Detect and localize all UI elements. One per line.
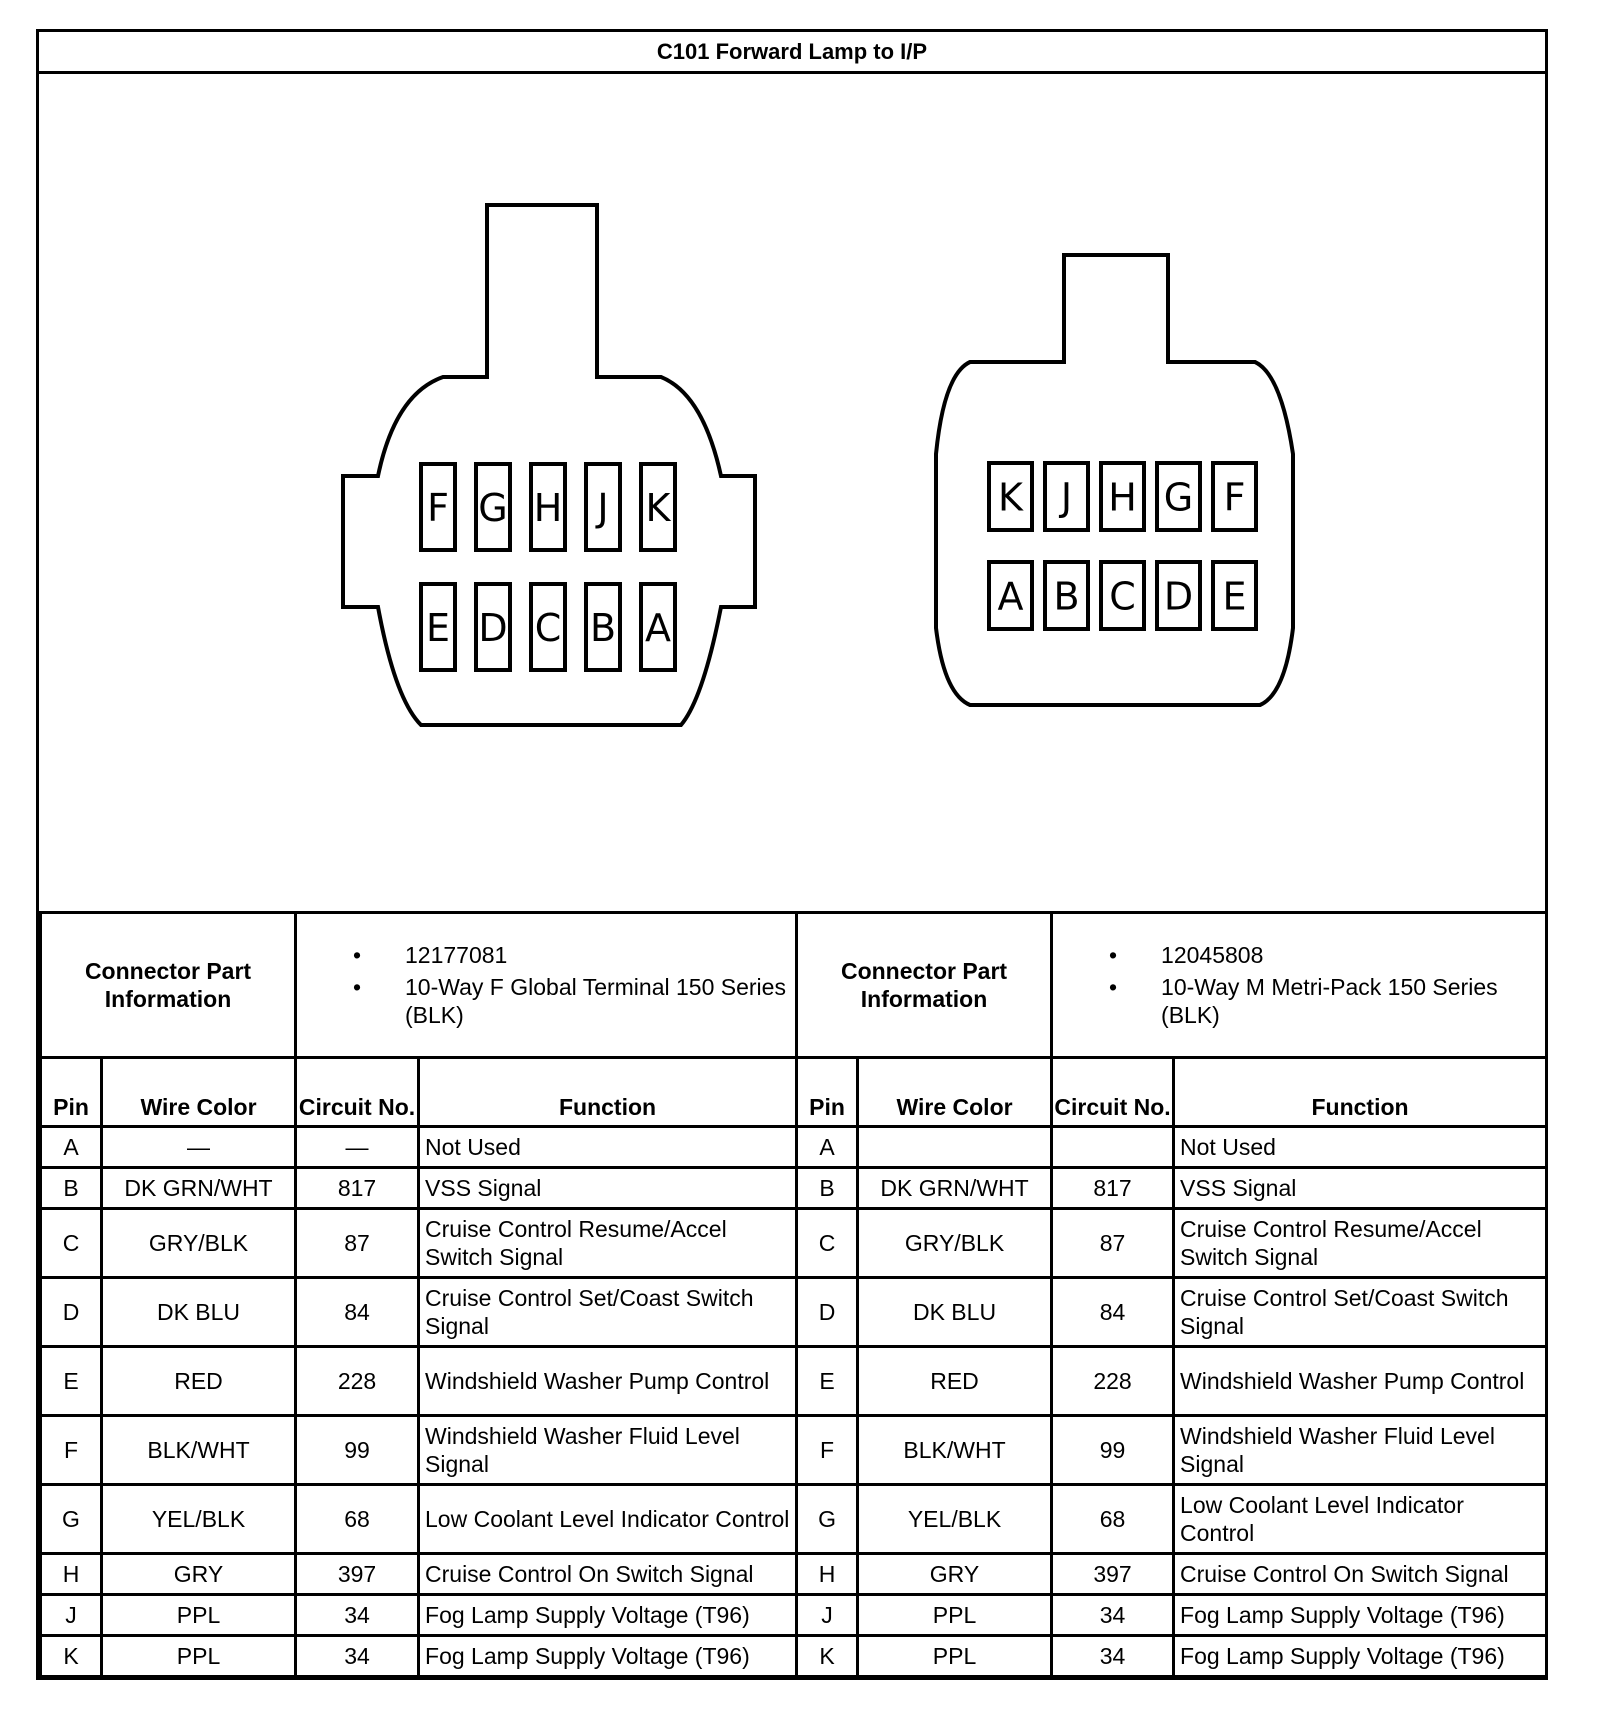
circuit-cell: 397 <box>1052 1554 1174 1595</box>
pin-cell: H <box>797 1554 858 1595</box>
pin-cell: B <box>41 1168 102 1209</box>
wire-color-cell: DK GRN/WHT <box>102 1168 296 1209</box>
circuit-cell <box>1052 1127 1174 1168</box>
header-pin-right: Pin <box>797 1058 858 1127</box>
circuit-cell: 817 <box>296 1168 419 1209</box>
male-pin-label: D <box>1163 574 1194 619</box>
header-circuit-right: Circuit No. <box>1052 1058 1174 1127</box>
pin-cell: H <box>41 1554 102 1595</box>
part-description-right: • 10-Way M Metri-Pack 150 Series (BLK) <box>1161 971 1545 1031</box>
circuit-cell: 817 <box>1052 1168 1174 1209</box>
header-function-right: Function <box>1174 1058 1547 1127</box>
pin-rows <box>41 1127 1547 1677</box>
circuit-cell: 68 <box>1052 1485 1174 1554</box>
wire-color-cell: YEL/BLK <box>858 1485 1052 1554</box>
table-row <box>41 1554 1547 1595</box>
male-pin-label: F <box>1223 475 1246 520</box>
function-cell: Low Coolant Level Indicator Control <box>419 1485 797 1554</box>
wire-color-cell: PPL <box>102 1595 296 1636</box>
table-row <box>41 1485 1547 1554</box>
circuit-cell: 87 <box>1052 1209 1174 1278</box>
wire-color-cell: DK GRN/WHT <box>858 1168 1052 1209</box>
female-pin-label: K <box>645 486 671 530</box>
function-cell: Not Used <box>419 1127 797 1168</box>
pin-cell: C <box>41 1209 102 1278</box>
pin-cell: J <box>797 1595 858 1636</box>
wire-color-cell: GRY/BLK <box>102 1209 296 1278</box>
wire-color-cell: GRY <box>102 1554 296 1595</box>
female-pin-label: F <box>427 486 449 530</box>
circuit-cell: 99 <box>296 1416 419 1485</box>
table-row <box>41 1595 1547 1636</box>
pin-cell: F <box>797 1416 858 1485</box>
pin-cell: A <box>41 1127 102 1168</box>
circuit-cell: 99 <box>1052 1416 1174 1485</box>
male-pin-label: H <box>1108 475 1137 520</box>
pinout-table <box>39 911 1548 1678</box>
female-pin-label: A <box>645 606 671 650</box>
table-row <box>41 1278 1547 1347</box>
male-pin-label: K <box>998 475 1023 520</box>
circuit-cell: 34 <box>296 1636 419 1677</box>
wire-color-cell: RED <box>858 1347 1052 1416</box>
part-number-left: • 12177081 <box>405 939 795 971</box>
female-pin-label: G <box>478 486 508 530</box>
connector-part-info-right <box>1052 913 1547 1058</box>
pin-cell: B <box>797 1168 858 1209</box>
function-cell: VSS Signal <box>1174 1168 1547 1209</box>
pin-cell: K <box>41 1636 102 1677</box>
male-pin-label: C <box>1109 574 1136 619</box>
function-cell: Not Used <box>1174 1127 1547 1168</box>
male-pin-grid <box>989 463 1256 629</box>
part-description-left: • 10-Way F Global Terminal 150 Series (BLK) <box>405 971 795 1031</box>
pin-cell: K <box>797 1636 858 1677</box>
table-row <box>41 1209 1547 1278</box>
pin-cell: D <box>41 1278 102 1347</box>
function-cell: Fog Lamp Supply Voltage (T96) <box>419 1595 797 1636</box>
pin-cell: F <box>41 1416 102 1485</box>
wire-color-cell: GRY/BLK <box>858 1209 1052 1278</box>
female-pin-grid <box>421 464 675 670</box>
circuit-cell: 397 <box>296 1554 419 1595</box>
female-pin-label: D <box>478 606 508 650</box>
wire-color-cell: PPL <box>858 1595 1052 1636</box>
function-cell: Cruise Control Resume/Accel Switch Signal <box>419 1209 797 1278</box>
female-pin-label: J <box>597 486 609 530</box>
female-pin-label: H <box>533 486 563 530</box>
table-row <box>41 1168 1547 1209</box>
pin-cell: A <box>797 1127 858 1168</box>
female-pin-label: C <box>534 606 562 650</box>
connector-info-row <box>41 913 1547 1058</box>
header-circuit-left: Circuit No. <box>296 1058 419 1127</box>
male-pin-label: E <box>1222 574 1247 619</box>
function-cell: Cruise Control Set/Coast Switch Signal <box>1174 1278 1547 1347</box>
connector-part-info-left <box>296 913 797 1058</box>
female-pin-label: E <box>425 606 451 650</box>
header-pin-left: Pin <box>41 1058 102 1127</box>
wire-color-cell: BLK/WHT <box>102 1416 296 1485</box>
table-row <box>41 1347 1547 1416</box>
wire-color-cell: RED <box>102 1347 296 1416</box>
male-pin-label: B <box>1053 574 1080 619</box>
function-cell: Windshield Washer Fluid Level Signal <box>419 1416 797 1485</box>
wire-color-cell <box>858 1127 1052 1168</box>
connector-diagram <box>39 74 1545 911</box>
male-pin-label: A <box>997 574 1024 619</box>
function-cell: Windshield Washer Pump Control <box>1174 1347 1547 1416</box>
circuit-cell: 84 <box>1052 1278 1174 1347</box>
circuit-cell: 228 <box>296 1347 419 1416</box>
function-cell: Cruise Control Resume/Accel Switch Signal <box>1174 1209 1547 1278</box>
function-cell: Cruise Control On Switch Signal <box>1174 1554 1547 1595</box>
connector-sheet <box>36 29 1548 1680</box>
circuit-cell: 34 <box>296 1595 419 1636</box>
function-cell: Fog Lamp Supply Voltage (T96) <box>1174 1636 1547 1677</box>
function-cell: Windshield Washer Fluid Level Signal <box>1174 1416 1547 1485</box>
table-row <box>41 1636 1547 1677</box>
wire-color-cell: YEL/BLK <box>102 1485 296 1554</box>
function-cell: Fog Lamp Supply Voltage (T96) <box>1174 1595 1547 1636</box>
page-title: C101 Forward Lamp to I/P <box>39 32 1545 74</box>
function-cell: Windshield Washer Pump Control <box>419 1347 797 1416</box>
function-cell: VSS Signal <box>419 1168 797 1209</box>
table-header-row <box>41 1058 1547 1127</box>
pin-cell: G <box>41 1485 102 1554</box>
part-number-right: • 12045808 <box>1161 939 1545 971</box>
table-row <box>41 1127 1547 1168</box>
wire-color-cell: PPL <box>102 1636 296 1677</box>
wire-color-cell: BLK/WHT <box>858 1416 1052 1485</box>
wire-color-cell: GRY <box>858 1554 1052 1595</box>
circuit-cell: — <box>296 1127 419 1168</box>
pin-cell: D <box>797 1278 858 1347</box>
circuit-cell: 34 <box>1052 1636 1174 1677</box>
header-wire-color-right: Wire Color <box>858 1058 1052 1127</box>
circuit-cell: 34 <box>1052 1595 1174 1636</box>
male-pin-label: G <box>1163 475 1194 520</box>
header-wire-color-left: Wire Color <box>102 1058 296 1127</box>
function-cell: Cruise Control On Switch Signal <box>419 1554 797 1595</box>
wire-color-cell: DK BLU <box>858 1278 1052 1347</box>
pin-cell: E <box>797 1347 858 1416</box>
circuit-cell: 87 <box>296 1209 419 1278</box>
male-pin-label: J <box>1060 475 1073 520</box>
circuit-cell: 84 <box>296 1278 419 1347</box>
connector-part-info-label-left: Connector Part Information <box>41 913 296 1058</box>
header-function-left: Function <box>419 1058 797 1127</box>
pin-cell: E <box>41 1347 102 1416</box>
pin-cell: J <box>41 1595 102 1636</box>
table-row <box>41 1416 1547 1485</box>
wire-color-cell: — <box>102 1127 296 1168</box>
wire-color-cell: DK BLU <box>102 1278 296 1347</box>
pin-cell: C <box>797 1209 858 1278</box>
function-cell: Fog Lamp Supply Voltage (T96) <box>419 1636 797 1677</box>
wire-color-cell: PPL <box>858 1636 1052 1677</box>
function-cell: Low Coolant Level Indicator Control <box>1174 1485 1547 1554</box>
female-pin-label: B <box>589 606 617 650</box>
circuit-cell: 228 <box>1052 1347 1174 1416</box>
connector-part-info-label-right: Connector Part Information <box>797 913 1052 1058</box>
pin-cell: G <box>797 1485 858 1554</box>
circuit-cell: 68 <box>296 1485 419 1554</box>
function-cell: Cruise Control Set/Coast Switch Signal <box>419 1278 797 1347</box>
